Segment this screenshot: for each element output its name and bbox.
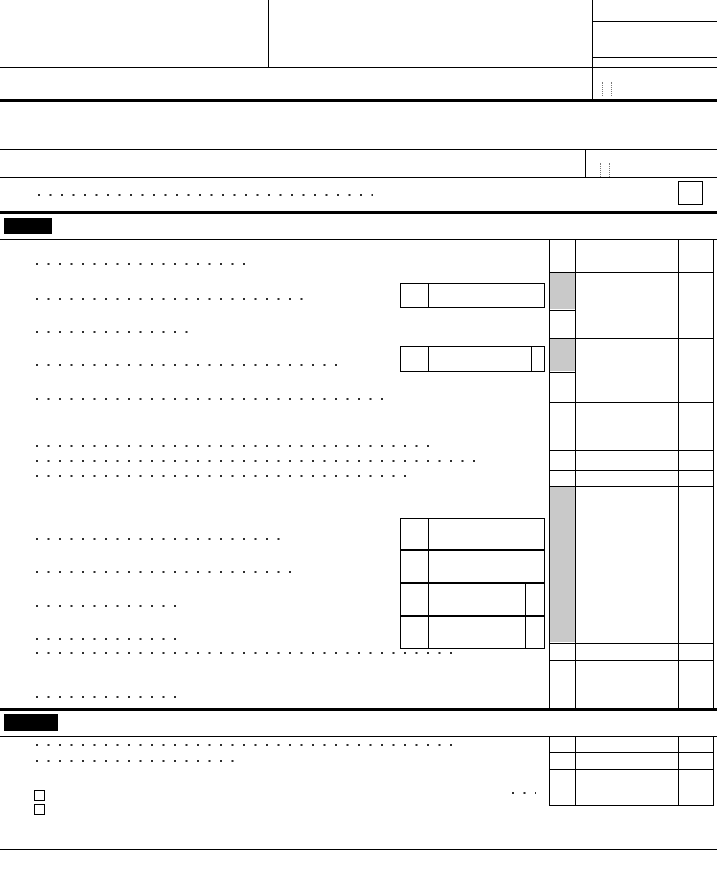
grid-line bbox=[549, 643, 714, 644]
line-9-text-2 bbox=[30, 600, 396, 613]
dot-leader bbox=[36, 744, 456, 746]
divider bbox=[0, 239, 717, 240]
line-8-box[interactable] bbox=[400, 550, 545, 583]
section-divider bbox=[0, 708, 717, 711]
dot-leader bbox=[36, 760, 236, 762]
dot-leader bbox=[36, 538, 281, 540]
grid-line bbox=[678, 736, 679, 805]
line-1b-box[interactable] bbox=[400, 283, 545, 308]
line-10-box[interactable] bbox=[400, 616, 545, 649]
divider bbox=[592, 0, 593, 99]
ssn-separator bbox=[611, 82, 612, 96]
line-13-text bbox=[30, 739, 544, 752]
line-3-text-2 bbox=[30, 393, 544, 406]
line-9-box[interactable] bbox=[400, 583, 545, 616]
line-4-text-3 bbox=[30, 440, 544, 453]
dot-leader bbox=[36, 398, 386, 400]
grid-line bbox=[549, 660, 714, 661]
ssn-separator bbox=[609, 163, 610, 177]
line-7-box[interactable] bbox=[400, 518, 545, 550]
line-2b-text-2 bbox=[30, 359, 396, 372]
dot-leader bbox=[36, 475, 414, 477]
line-2b-box[interactable] bbox=[400, 346, 545, 372]
shaded-cell bbox=[550, 487, 575, 642]
grid-line bbox=[549, 736, 550, 805]
dot-leader bbox=[36, 605, 176, 607]
divider bbox=[592, 21, 717, 22]
divider bbox=[0, 149, 717, 150]
grid-line bbox=[428, 283, 429, 308]
ssn-separator bbox=[602, 82, 603, 96]
grid-line bbox=[428, 518, 429, 550]
dot-leader bbox=[36, 696, 176, 698]
grid-line bbox=[549, 752, 714, 753]
part1-badge bbox=[4, 218, 52, 234]
line-10-text-2 bbox=[30, 633, 396, 646]
grid-line bbox=[525, 583, 526, 616]
divider bbox=[268, 0, 269, 67]
shaded-cell bbox=[550, 273, 575, 309]
line-14-text bbox=[30, 755, 544, 768]
grid-line bbox=[549, 805, 714, 806]
line-1b-text-2 bbox=[30, 293, 396, 306]
dot-leader bbox=[36, 460, 476, 462]
part2-badge bbox=[4, 714, 58, 731]
grid-line bbox=[549, 486, 714, 487]
line-8-text-2 bbox=[30, 566, 396, 579]
grid-line bbox=[549, 470, 714, 471]
grid-line bbox=[713, 736, 714, 805]
grid-line bbox=[549, 310, 576, 311]
grid-line bbox=[428, 583, 429, 616]
dot-leader bbox=[36, 571, 291, 573]
divider bbox=[0, 849, 717, 850]
row-c-checkbox[interactable] bbox=[678, 181, 703, 205]
grid-line bbox=[549, 450, 714, 451]
grid-line bbox=[428, 346, 429, 372]
ssn-separator bbox=[600, 163, 601, 177]
dot-leader bbox=[36, 298, 308, 300]
grid-line bbox=[549, 338, 714, 339]
divider bbox=[592, 57, 717, 58]
line-5-text bbox=[30, 455, 544, 468]
divider bbox=[585, 149, 586, 177]
draft-watermark bbox=[40, 66, 717, 719]
grid-line bbox=[549, 769, 714, 770]
grid-line bbox=[428, 616, 429, 649]
line-6-text bbox=[30, 470, 544, 483]
shaded-cell bbox=[550, 339, 575, 371]
dot-leader bbox=[36, 331, 196, 333]
dot-leader bbox=[36, 652, 456, 654]
grid-line bbox=[531, 346, 532, 372]
grid-line bbox=[549, 372, 576, 373]
dot-leader bbox=[36, 445, 436, 447]
dot-leader bbox=[36, 364, 341, 366]
section-divider bbox=[0, 99, 717, 102]
line-1a-text-2 bbox=[30, 258, 544, 271]
line-11-text bbox=[30, 647, 544, 660]
ssn-field[interactable] bbox=[598, 81, 616, 99]
line-2a-text-2 bbox=[30, 326, 544, 339]
section-divider bbox=[0, 211, 717, 214]
row-c-text bbox=[32, 189, 647, 202]
grid-line bbox=[678, 239, 679, 708]
dot-leader bbox=[512, 792, 536, 794]
dot-leader bbox=[36, 263, 251, 265]
grid-line bbox=[428, 550, 429, 583]
line-12-text-3 bbox=[30, 691, 544, 704]
grid-line bbox=[525, 616, 526, 649]
grid-line bbox=[713, 239, 714, 708]
grid-line bbox=[549, 402, 714, 403]
divider bbox=[0, 736, 717, 737]
grid-line bbox=[549, 272, 714, 273]
yes-checkbox[interactable] bbox=[34, 804, 45, 815]
divider bbox=[0, 67, 717, 68]
line-15-yes-option bbox=[52, 805, 492, 818]
child-ssn-field[interactable] bbox=[596, 162, 614, 180]
dot-leader bbox=[38, 194, 373, 196]
line-15-no-option bbox=[52, 791, 482, 804]
line-7-text-2 bbox=[30, 533, 396, 546]
no-checkbox[interactable] bbox=[34, 790, 45, 801]
dot-leader bbox=[36, 638, 176, 640]
grid-line bbox=[575, 736, 576, 805]
